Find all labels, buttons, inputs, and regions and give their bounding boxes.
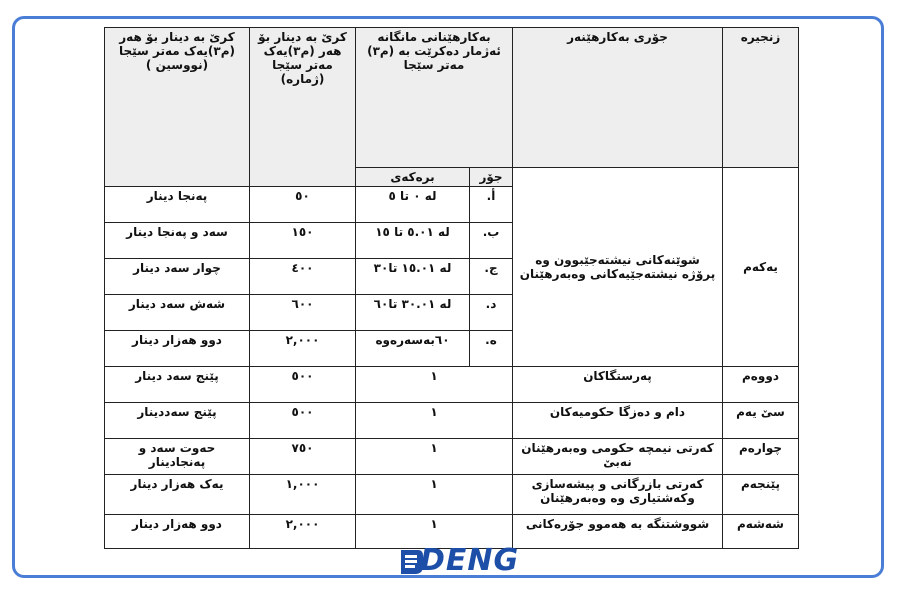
usage-type: پەرستگاكان: [513, 367, 723, 403]
fee-digits: ٤٠٠: [250, 259, 356, 295]
header-fee-words: كرێ بە دینار بۆ هەر (م٣)یەک مەتر سێجا (نووسین ): [105, 28, 250, 187]
fee-digits: ٥٠: [250, 187, 356, 223]
serial: پێنجەم: [723, 475, 799, 515]
table-row: [105, 439, 799, 475]
usage-type: كەرتی نیمچە حكومی وەبەرهێنان نەبێ: [513, 439, 723, 475]
fee-digits: ٥٠٠: [250, 403, 356, 439]
serial: سێ یەم: [723, 403, 799, 439]
tier-type: د.: [470, 295, 513, 331]
logo-text: DENG: [420, 543, 520, 578]
fee-words: یەک هەزار دینار: [105, 475, 250, 515]
usage-quantity: ١: [356, 367, 513, 403]
fee-digits: ٢,٠٠٠: [250, 515, 356, 549]
fee-digits: ٦٠٠: [250, 295, 356, 331]
fee-words: پێنج سەددینار: [105, 403, 250, 439]
fee-words: چوار سەد دینار: [105, 259, 250, 295]
usage-type: كەرتی بازرگانی و پیشەسازی وكەشتیاری وە وەبەرهێنان: [513, 475, 723, 515]
fee-words: دوو هەزار دینار: [105, 331, 250, 367]
serial-first: یەكەم: [723, 168, 799, 367]
table-row: [105, 403, 799, 439]
deng-logo: [398, 543, 526, 579]
tier-amount: لە ٥.٠١ تا ١٥: [356, 223, 470, 259]
usage-type: شووشتنگە بە هەموو جۆرەكانی: [513, 515, 723, 549]
fee-digits: ١٥٠: [250, 223, 356, 259]
tier-type: ە.: [470, 331, 513, 367]
tier-amount: لە ٣٠.٠١ تا٦٠: [356, 295, 470, 331]
fee-words: پێنج سەد دینار: [105, 367, 250, 403]
tier-amount: ٦٠بەسەرەوە: [356, 331, 470, 367]
fee-words: شەش سەد دینار: [105, 295, 250, 331]
fee-digits: ٥٠٠: [250, 367, 356, 403]
usage-type: دام و دەزگا حكومیەكان: [513, 403, 723, 439]
header-usage-type: جۆری بەكارهێنەر: [513, 28, 723, 168]
tier-type: أ.: [470, 187, 513, 223]
table-row: [105, 475, 799, 515]
fee-words: دوو هەزار دینار: [105, 515, 250, 549]
fee-words: حەوت سەد و پەنجادینار: [105, 439, 250, 475]
fee-digits: ٧٥٠: [250, 439, 356, 475]
tier-type: ب.: [470, 223, 513, 259]
usage-residential: شوێنەكانی نیشتەجێبوون وە پرۆژە نیشتەجێیەكانی وەبەرهێنان: [513, 168, 723, 367]
header-serial: زنجیرە: [723, 28, 799, 168]
fee-digits: ١,٠٠٠: [250, 475, 356, 515]
fee-words: سەد و پەنجا دینار: [105, 223, 250, 259]
tier-type: ج.: [470, 259, 513, 295]
fee-words: پەنجا دینار: [105, 187, 250, 223]
header-fee-digits: كرێ بە دینار بۆ هەر (م٣)یەک مەتر سێجا (ژمارە): [250, 28, 356, 187]
header-usage-quantity: بەكارهێنانی مانگانە ئەژمار دەكرێت بە (م٣) مەتر سێجا: [356, 28, 513, 168]
header-sub-type: جۆر: [470, 168, 513, 187]
usage-quantity: ١: [356, 439, 513, 475]
usage-quantity: ١: [356, 475, 513, 515]
fee-digits: ٢,٠٠٠: [250, 331, 356, 367]
tier-amount: لە ١٥.٠١ تا٣٠: [356, 259, 470, 295]
serial: چوارەم: [723, 439, 799, 475]
serial: شەشەم: [723, 515, 799, 549]
header-sub-amount: برەكەی: [356, 168, 470, 187]
serial: دووەم: [723, 367, 799, 403]
usage-quantity: ١: [356, 403, 513, 439]
tier-amount: لە ٠ تا ٥: [356, 187, 470, 223]
water-fee-table: [104, 27, 799, 549]
table-row: [105, 367, 799, 403]
usage-quantity: ١: [356, 515, 513, 549]
